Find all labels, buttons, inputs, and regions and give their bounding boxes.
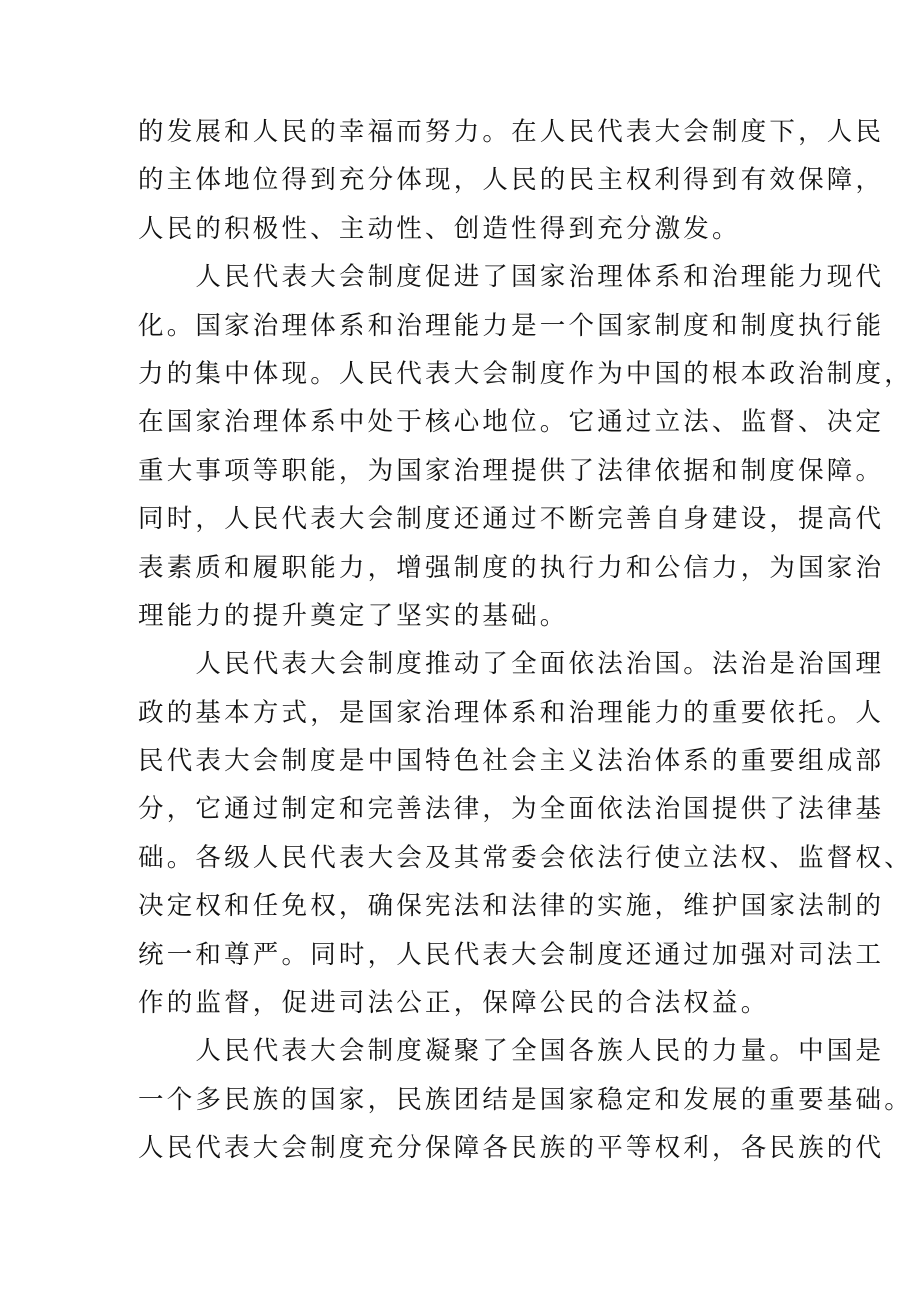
- text-line: 人民代表大会制度促进了国家治理体系和治理能力现代: [138, 262, 885, 293]
- text-line: 决定权和任免权，确保宪法和法律的实施，维护国家法制的: [138, 891, 885, 922]
- text-line: 理能力的提升奠定了坚实的基础。: [138, 600, 569, 631]
- text-line: 一个多民族的国家，民族团结是国家稳定和发展的重要基础。: [138, 1084, 913, 1115]
- text-line: 作的监督，促进司法公正，保障公民的合法权益。: [138, 988, 770, 1019]
- text-line: 同时，人民代表大会制度还通过不断完善自身建设，提高代: [138, 504, 885, 535]
- text-line: 础。各级人民代表大会及其常委会依法行使立法权、监督权、: [138, 842, 913, 873]
- text-line: 人民代表大会制度推动了全面依法治国。法治是治国理: [138, 649, 885, 680]
- text-line: 在国家治理体系中处于核心地位。它通过立法、监督、决定: [138, 407, 885, 438]
- text-line: 人民代表大会制度充分保障各民族的平等权利，各民族的代: [138, 1133, 885, 1164]
- text-line: 统一和尊严。同时，人民代表大会制度还通过加强对司法工: [138, 939, 885, 970]
- text-line: 人民代表大会制度凝聚了全国各族人民的力量。中国是: [138, 1036, 885, 1067]
- text-line: 人民的积极性、主动性、创造性得到充分激发。: [138, 213, 741, 244]
- text-line: 表素质和履职能力，增强制度的执行力和公信力，为国家治: [138, 552, 885, 583]
- text-line: 化。国家治理体系和治理能力是一个国家制度和制度执行能: [138, 310, 885, 341]
- text-line: 力的集中体现。人民代表大会制度作为中国的根本政治制度，: [138, 358, 913, 389]
- text-line: 重大事项等职能，为国家治理提供了法律依据和制度保障。: [138, 455, 885, 486]
- text-line: 分，它通过制定和完善法律，为全面依法治国提供了法律基: [138, 794, 885, 825]
- text-line: 政的基本方式，是国家治理体系和治理能力的重要依托。人: [138, 697, 885, 728]
- text-line: 的主体地位得到充分体现，人民的民主权利得到有效保障，: [138, 165, 885, 196]
- text-line: 民代表大会制度是中国特色社会主义法治体系的重要组成部: [138, 746, 885, 777]
- body-text: [138, 108, 913, 1173]
- text-line: 的发展和人民的幸福而努力。在人民代表大会制度下，人民: [138, 117, 885, 147]
